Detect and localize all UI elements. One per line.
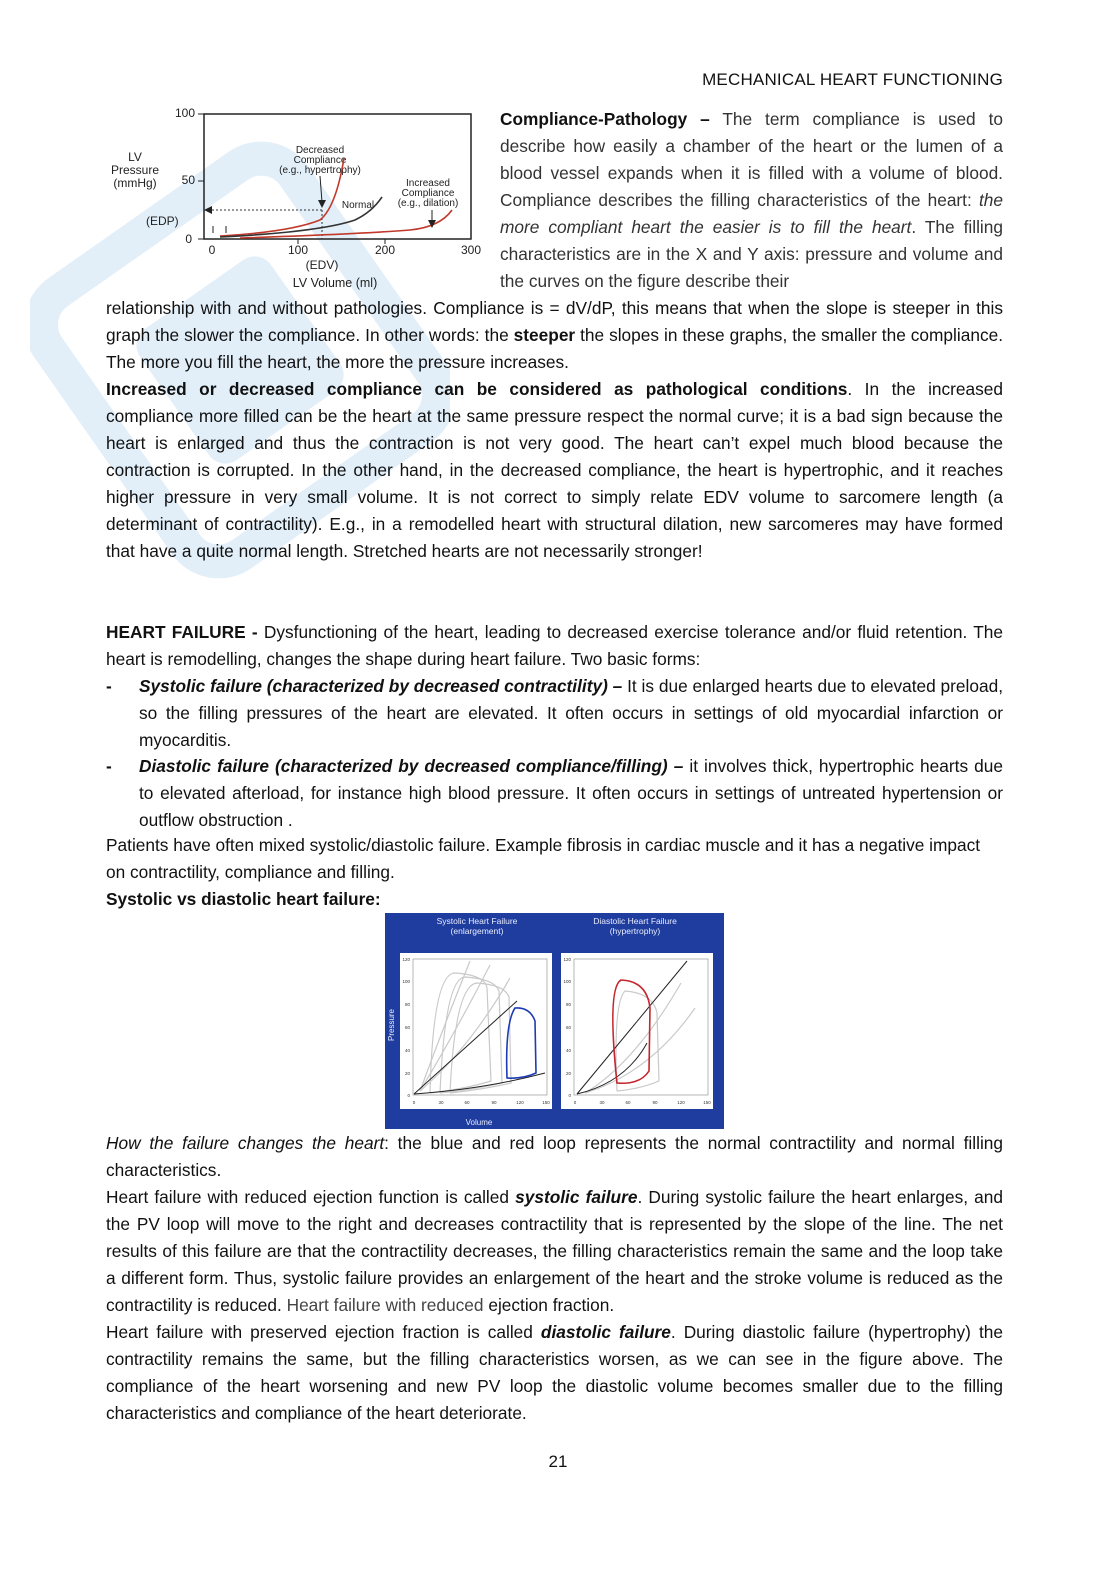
fig1-ylabel-line1: LV <box>128 150 142 164</box>
fig1-ylabel-line2: Pressure <box>110 163 160 177</box>
failure-changes-italic: How the failure changes the heart <box>106 1133 385 1153</box>
svg-text:40: 40 <box>565 1048 571 1053</box>
steeper-bold: steeper <box>513 325 576 345</box>
bullet-dash: - <box>106 756 112 776</box>
compliance-pathological-paragraph: Increased or decreased compliance can be considered as pathological conditions. In the increased compliance more filled can be the heart at the same pressure respect the normal curve; it is a bad sign because the heart is enlarged and thus the contraction is not very good. The heart can’t expel much blood because the contraction is corrupted. In the other hand, in the decreased compliance, the heart is hypertrophic, and it reaches higher pressure in very small volume. It is not correct to simply relate EDV volume to sarcomere length (a determinant of contractility). E.g., in a remodelled heart with structural dilation, new sarcomeres may have formed that have a quite normal length. Stretched hearts are not necessarily stronger! <box>106 379 1004 561</box>
fig1-ytick-0: 0 <box>185 232 192 246</box>
pathological-bold: Increased or decreased compliance can be considered as pathological conditions <box>106 379 848 399</box>
svg-text:30: 30 <box>438 1100 444 1105</box>
svg-text:60: 60 <box>565 1025 571 1030</box>
svg-text:80: 80 <box>404 1002 410 1007</box>
page-number: 21 <box>548 1452 568 1471</box>
running-header: MECHANICAL HEART FUNCTIONING <box>702 70 1003 89</box>
svg-text:120: 120 <box>677 1100 685 1105</box>
svg-text:150: 150 <box>542 1100 550 1105</box>
fig1-xlabel: LV Volume (ml) <box>292 276 378 290</box>
svg-text:0: 0 <box>568 1093 571 1098</box>
fig1-xtick-0: 0 <box>208 243 216 257</box>
svg-text:80: 80 <box>565 1002 571 1007</box>
mixed-failure-paragraph: Patients have often mixed systolic/diastolic failure. Example fibrosis in cardiac muscle and it has a negative impact on contractility, compliance and filling. <box>106 835 981 882</box>
svg-text:120: 120 <box>563 957 571 962</box>
fig2-right-title-1: Diastolic Heart Failure <box>593 916 677 926</box>
compliance-intro2a: Compliance describes the filling characteristics of the heart: <box>500 190 972 210</box>
svg-text:0: 0 <box>407 1093 410 1098</box>
systolic-vs-diastolic-heading: Systolic vs diastolic heart failure: <box>106 889 381 909</box>
fig2-left-title-2: (enlargement) <box>450 926 504 936</box>
diastolic-failure-paragraph: Heart failure with preserved ejection fraction is called diastolic failure. During diastolic failure (hypertrophy) the contractility remains the same, but the filling characteristics worsen, as we can see in the figure above. The compliance of the heart worsening and new PV loop the diastolic volume becomes smaller due to the filling characteristics and compliance of the heart deteriorate. <box>106 1322 1003 1423</box>
svg-text:0: 0 <box>573 1100 577 1105</box>
diastolic-title: Diastolic failure (characterized by decreased compliance/filling) – <box>139 756 684 776</box>
compliance-figure <box>100 102 492 294</box>
fig1-ytick-100: 100 <box>174 106 195 120</box>
fig1-normal-label: Normal <box>341 200 375 211</box>
fig1-decreased-line1: Decreased <box>295 145 345 156</box>
svg-text:20: 20 <box>404 1071 410 1076</box>
systolic-failure-paragraph: Heart failure with reduced ejection function is called systolic failure. During systolic failure the heart enlarges, and the PV loop will move to the right and decreases contractility that is represented by the slope of the line. The net results of this failure are that the contractility decreases, the filling characteristics remain the same and the loop take a different form. Thus, systolic failure provides an enlargement of the heart and the stroke volume is reduced as the contractility is reduced. Heart failure with reduced ejection fraction. <box>106 1187 1003 1315</box>
svg-text:60: 60 <box>625 1100 631 1105</box>
svg-text:90: 90 <box>491 1100 497 1105</box>
diastolic-failure-term: diastolic failure <box>540 1322 671 1342</box>
svg-text:120: 120 <box>402 957 410 962</box>
svg-text:60: 60 <box>404 1025 410 1030</box>
fig1-edv-label: (EDV) <box>305 258 339 272</box>
fig1-xtick-100: 100 <box>287 243 309 257</box>
svg-text:100: 100 <box>402 979 410 984</box>
svg-text:100: 100 <box>563 979 571 984</box>
compliance-intro <box>500 106 1003 295</box>
fig1-ylabel-line3: (mmHg) <box>113 176 157 190</box>
fig1-edp-label: (EDP) <box>146 214 179 228</box>
fig1-increased-line2: Compliance <box>401 188 455 199</box>
fig2-ylabel: Pressure <box>387 1008 396 1042</box>
fig2-xlabel: Volume <box>465 1118 493 1127</box>
figure-explanation-paragraph: How the failure changes the heart: the blue and red loop represents the normal contractility and normal filling characteristics. <box>106 1133 1004 1180</box>
fig1-decreased-line3: (e.g., hypertrophy) <box>279 165 361 176</box>
reduced-ef-grey: Heart failure with reduced <box>286 1295 484 1315</box>
svg-text:60: 60 <box>464 1100 470 1105</box>
compliance-continuation: relationship with and without pathologies. Compliance is = dV/dP, this means that when the slope is steeper in this graph the slower the compliance. In other words: the steeper the slopes in these graphs, the smaller the compliance. The more you fill the heart, the more the pressure increases. <box>106 298 1003 372</box>
fig1-decreased-arrow <box>320 176 322 202</box>
systolic-title: Systolic failure (characterized by decreased contractility) – <box>139 676 623 696</box>
bullet-dash: - <box>106 676 112 696</box>
svg-text:40: 40 <box>404 1048 410 1053</box>
svg-text:30: 30 <box>599 1100 605 1105</box>
fig1-edp-arrow <box>204 206 212 214</box>
svg-text:120: 120 <box>516 1100 524 1105</box>
fig2-right-title-2: (hypertrophy) <box>609 926 661 936</box>
compliance-intro2b: the more compliant heart the easier is to fill the heart <box>500 190 1003 237</box>
compliance-heading: Compliance-Pathology – <box>500 109 710 129</box>
fig1-xtick-300: 300 <box>460 243 482 257</box>
fig1-increased-line1: Increased <box>406 178 450 189</box>
svg-text:0: 0 <box>412 1100 416 1105</box>
fig1-increased-line3: (e.g., dilation) <box>397 198 459 209</box>
pv-loop-figure <box>385 913 724 1129</box>
systolic-failure-term: systolic failure <box>515 1187 638 1207</box>
compliance-intro-text: The term compliance is used to describe how easily a chamber of the heart or the lumen of a blood vessel expands when it is filled with a volume of blood. <box>500 109 1003 183</box>
fig2-left-title-1: Systolic Heart Failure <box>436 916 518 926</box>
fig1-xtick-200: 200 <box>374 243 396 257</box>
compliance-intro2c: . The filling characteristics are in the X and Y axis: pressure and volume and the curves on the figure describe their <box>500 217 1003 291</box>
fig1-decreased-line2: Compliance <box>293 155 347 166</box>
svg-text:20: 20 <box>565 1071 571 1076</box>
fig1-ytick-50: 50 <box>181 173 195 187</box>
svg-text:90: 90 <box>652 1100 658 1105</box>
heart-failure-paragraph: HEART FAILURE - Dysfunctioning of the heart, leading to decreased exercise tolerance and/or fluid retention. The heart is remodelling, changes the shape during heart failure. Two basic forms: <box>106 622 1004 669</box>
heart-failure-heading: HEART FAILURE - <box>106 622 258 642</box>
svg-text:150: 150 <box>703 1100 711 1105</box>
